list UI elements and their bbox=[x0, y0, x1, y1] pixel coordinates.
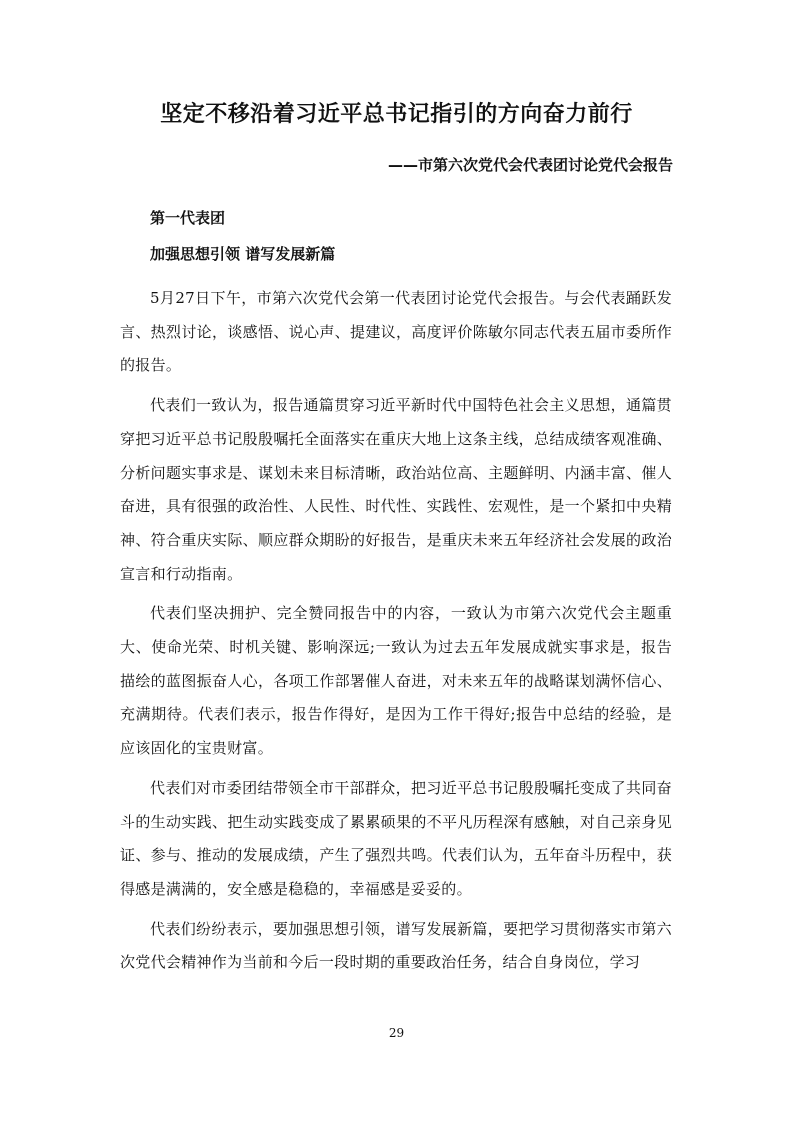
section-subheading: 加强思想引领 谱写发展新篇 bbox=[150, 245, 336, 263]
paragraph-2: 代表们一致认为，报告通篇贯穿习近平新时代中国特色社会主义思想，通篇贯穿把习近平总书记殷殷嘱托全面落实在重庆大地上这条主线，总结成绩客观准确、分析问题实事求是、谋划未来目标清晰，政治站位高、主题鲜明、内涵丰富、催人奋进，具有很强的政治性、人民性、时代性、实践性、宏观性，是一个紧扣中央精神、符合重庆实际、顺应群众期盼的好报告，是重庆未来五年经济社会发展的政治宣言和行动指南。 bbox=[120, 396, 672, 583]
paragraph-3: 代表们坚决拥护、完全赞同报告中的内容，一致认为市第六次党代会主题重大、使命光荣、时机关键、影响深远;一致认为过去五年发展成就实事求是，报告描绘的蓝图振奋人心，各项工作部署催人奋进，对未来五年的战略谋划满怀信心、充满期待。代表们表示，报告作得好，是因为工作干得好;报告中总结的经验，是应该固化的宝贵财富。 bbox=[120, 604, 672, 758]
page-number: 29 bbox=[388, 1026, 405, 1040]
body-text bbox=[120, 282, 672, 986]
paragraph-5: 代表们纷纷表示，要加强思想引领，谱写发展新篇，要把学习贯彻落实市第六次党代会精神作为当前和今后一段时期的重要政治任务，结合自身岗位，学习 bbox=[120, 919, 672, 972]
paragraph-4: 代表们对市委团结带领全市干部群众，把习近平总书记殷殷嘱托变成了共同奋斗的生动实践、把生动实践变成了累累硕果的不平凡历程深有感触，对自己亲身见证、参与、推动的发展成绩，产生了强烈共鸣。代表们认为，五年奋斗历程中，获得感是满满的，安全感是稳稳的，幸福感是妥妥的。 bbox=[120, 778, 672, 898]
document-subtitle: ——市第六次党代会代表团讨论党代会报告 bbox=[387, 156, 673, 174]
document-title: 坚定不移沿着习近平总书记指引的方向奋力前行 bbox=[160, 102, 633, 127]
section-heading: 第一代表团 bbox=[150, 209, 226, 227]
paragraph-1: 5月27日下午，市第六次党代会第一代表团讨论党代会报告。与会代表踊跃发言、热烈讨论，谈感悟、说心声、提建议，高度评价陈敏尔同志代表五届市委所作的报告。 bbox=[120, 289, 672, 375]
